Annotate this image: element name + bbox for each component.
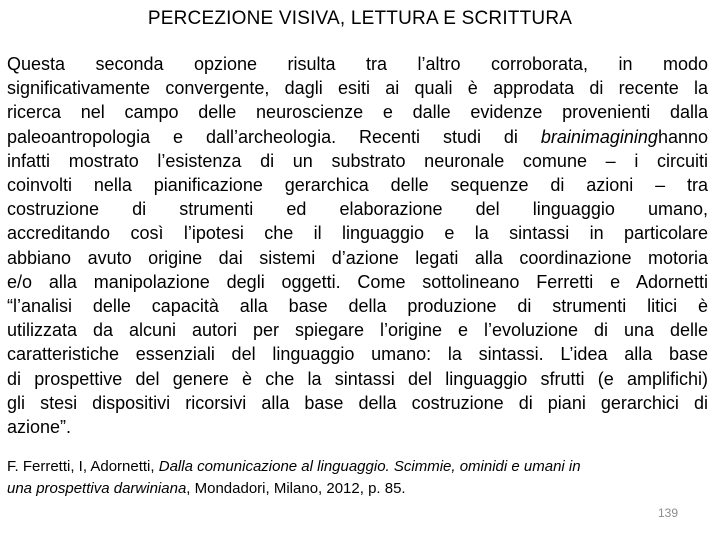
citation-publisher: , Mondadori, Milano, 2012, p. 85. [186,480,406,497]
citation-line [7,456,708,478]
citation-line [7,478,708,500]
body-line: e/o alla manipolazione degli oggetti. Come sottolineano Ferretti e Adornetti [7,271,708,292]
body-line: caratteristiche essenziali del linguaggio umano: la sintassi. L’idea alla base [7,344,708,365]
body-line: significativamente convergente, dagli esiti ai quali è approdata di recente la [7,78,708,99]
citation-book-title-cont: una prospettiva darwiniana [7,480,187,497]
body-line: gli stesi dispositivi ricorsivi alla base della costruzione di piani gerarchici di [7,392,708,413]
body-line: Questa seconda opzione risulta tra l’altro corroborata, in modo [7,54,708,74]
emphasized-term: brainimagining [540,126,658,147]
body-line: “l’analisi delle capacità alla base della produzione di strumenti litici è [7,296,708,317]
body-text: hanno [657,126,708,147]
citation-authors: F. Ferretti, I, Adornetti, [7,458,159,475]
body-line: ricerca nel campo delle neuroscienze e dalle evidenze provenienti dalla [7,102,708,123]
body-line: abbiano avuto origine dai sistemi d’azione legati alla coordinazione motoria [7,247,708,268]
body-line: di prospettive del genere è che la sintassi del linguaggio sfrutti (e amplifichi) [7,368,708,389]
body-line: accreditando così l’ipotesi che il linguaggio e la sintassi in particolare [7,223,708,244]
body-line: infatti mostrato l’esistenza di un substrato neuronale comune – i circuiti [7,150,708,171]
body-line: utilizzata da alcuni autori per spiegare l’origine e l’evoluzione di una delle [7,320,708,341]
body-paragraph [7,52,708,439]
body-line: costruzione di strumenti ed elaborazione del linguaggio umano, [7,199,708,220]
body-line [7,125,708,149]
citation-book-title: Dalla comunicazione al linguaggio. Scimmie, ominidi e umani in [158,458,581,475]
body-line: azione”. [7,417,72,438]
page-number: 139 [657,506,678,520]
body-line: coinvolti nella pianificazione gerarchica delle sequenze di azioni – tra [7,175,708,196]
citation [7,456,708,500]
slide-title: PERCEZIONE VISIVA, LETTURA E SCRITTURA [147,8,573,29]
body-text: paleoantropologia e dall’archeologia. Recenti studi di [7,126,541,147]
